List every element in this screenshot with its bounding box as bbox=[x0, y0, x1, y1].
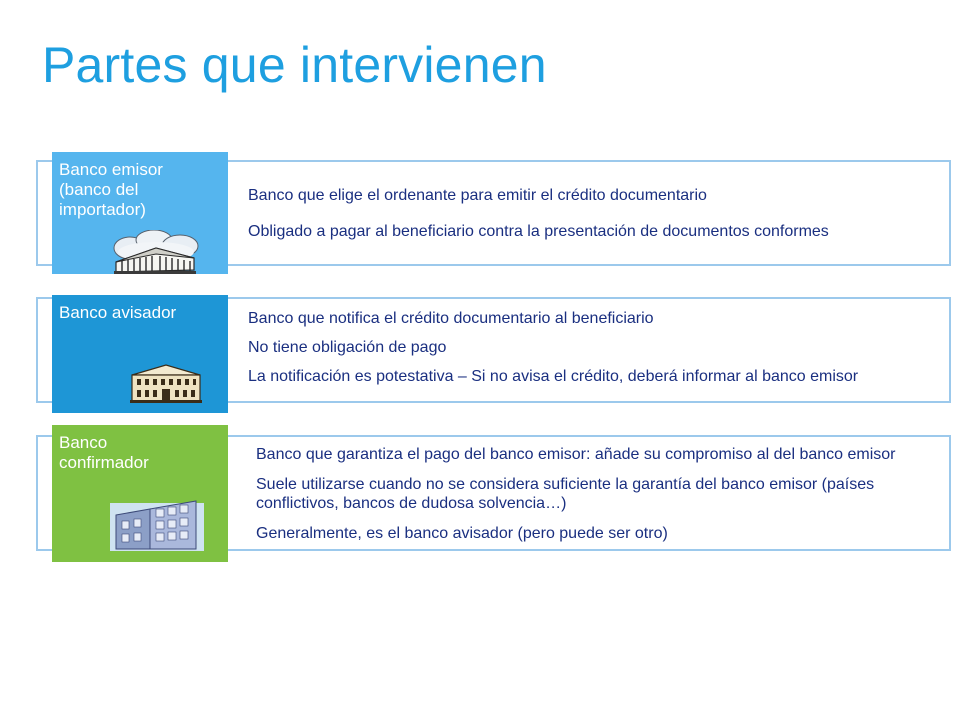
party-label-text: Banco emisor (banco del importador) bbox=[59, 160, 163, 219]
party-bullets bbox=[248, 186, 943, 241]
slide-title: Partes que intervienen bbox=[42, 37, 547, 93]
party-bullets bbox=[248, 309, 943, 386]
party-bullets bbox=[256, 445, 943, 543]
party-label-text: Banco avisador bbox=[59, 303, 177, 322]
list-item: Banco que notifica el crédito documentario al beneficiario bbox=[248, 310, 654, 327]
party-label-banco-avisador bbox=[52, 295, 228, 413]
party-row-banco-avisador bbox=[36, 295, 951, 413]
office-building-icon bbox=[110, 499, 204, 551]
list-item: Generalmente, es el banco avisador (pero puede ser otro) bbox=[256, 525, 668, 542]
list-item: Suele utilizarse cuando no se considera suficiente la garantía del banco emisor (países conflictivos, bancos de dudosa solvencia…) bbox=[256, 476, 875, 512]
party-row-banco-emisor bbox=[36, 152, 951, 274]
list-item: Obligado a pagar al beneficiario contra la presentación de documentos conformes bbox=[248, 223, 829, 240]
list-item: No tiene obligación de pago bbox=[248, 339, 447, 356]
list-item: Banco que garantiza el pago del banco emisor: añade su compromiso al del banco emisor bbox=[256, 446, 896, 463]
bank-building-clouds-icon bbox=[110, 230, 202, 274]
party-label-banco-emisor bbox=[52, 152, 228, 274]
classic-building-icon bbox=[128, 361, 204, 403]
party-label-text: Banco confirmador bbox=[59, 433, 149, 472]
list-item: Banco que elige el ordenante para emitir el crédito documentario bbox=[248, 187, 707, 204]
party-label-banco-confirmador bbox=[52, 425, 228, 562]
list-item: La notificación es potestativa – Si no avisa el crédito, deberá informar al banco emisor bbox=[248, 368, 859, 385]
party-row-banco-confirmador bbox=[36, 425, 951, 562]
